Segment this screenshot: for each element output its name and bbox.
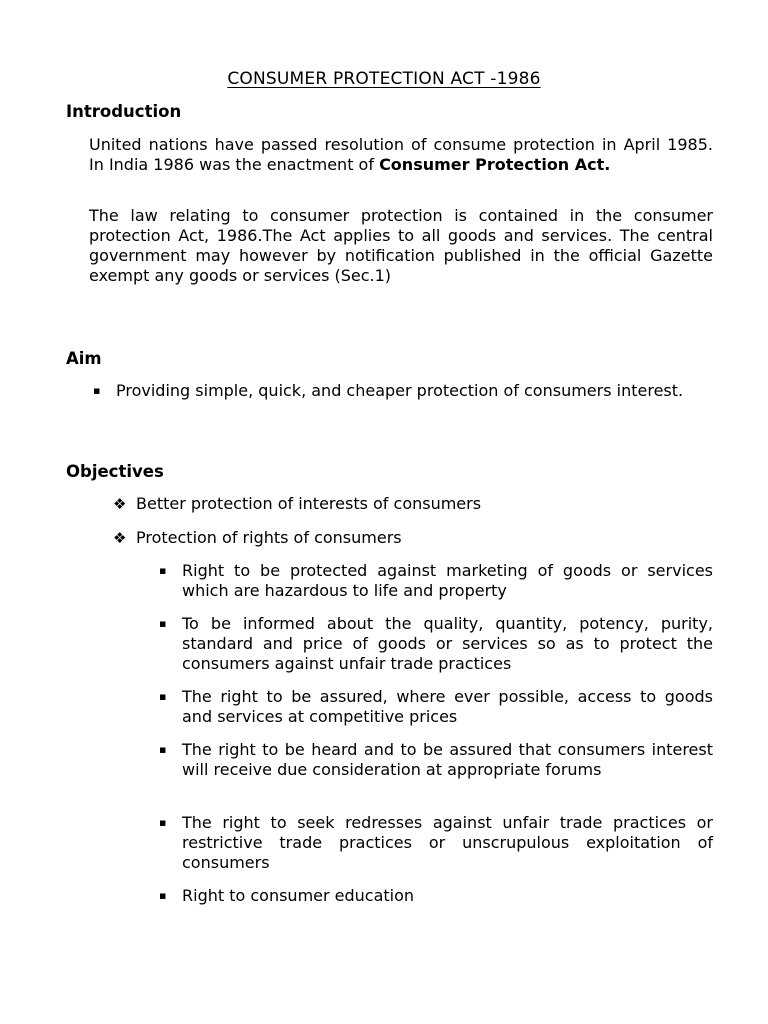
right-item-text: The right to seek redresses against unfair trade practices or restrictive trade practices or unscrupulous exploitation of consumers	[182, 813, 713, 872]
objectives-heading: Objectives	[66, 462, 164, 481]
right-item-text: The right to be heard and to be assured that consumers interest will receive due consideration at appropriate forums	[182, 740, 713, 779]
square-bullet-icon: ▪	[159, 690, 167, 703]
right-list-item	[159, 561, 713, 601]
introduction-paragraph-1	[89, 135, 713, 175]
square-bullet-icon: ▪	[159, 617, 167, 630]
diamond-bullet-icon: ❖	[113, 495, 127, 513]
aim-item-text: Providing simple, quick, and cheaper protection of consumers interest.	[116, 381, 684, 400]
introduction-paragraph-2: The law relating to consumer protection is contained in the consumer protection Act, 1986.The Act applies to all goods and services. The central government may however by notification published in the official Gazette exempt any goods or services (Sec.1)	[89, 206, 713, 285]
square-bullet-icon: ▪	[159, 564, 167, 577]
act-name-bold: Consumer Protection Act.	[379, 155, 611, 174]
objective-item-text: Protection of rights of consumers	[136, 528, 402, 547]
objective-list-item	[113, 528, 713, 548]
right-list-item	[159, 614, 713, 674]
right-item-text: The right to be assured, where ever possible, access to goods and services at competitive prices	[182, 687, 713, 726]
aim-heading: Aim	[66, 349, 102, 368]
square-bullet-icon: ▪	[93, 384, 101, 397]
right-list-item	[159, 740, 713, 800]
right-list-item	[159, 886, 713, 906]
right-item-text: Right to be protected against marketing of goods or services which are hazardous to life and property	[182, 561, 713, 600]
diamond-bullet-icon: ❖	[113, 529, 127, 547]
right-item-text: Right to consumer education	[182, 886, 415, 905]
objective-list-item	[113, 494, 713, 514]
square-bullet-icon: ▪	[159, 889, 167, 902]
right-list-item	[159, 813, 713, 873]
square-bullet-icon: ▪	[159, 743, 167, 756]
right-item-text: To be informed about the quality, quantity, potency, purity, standard and price of goods or services so as to protect the consumers against unfair trade practices	[182, 614, 713, 673]
introduction-paragraph-1-text: United nations have passed resolution of consume protection in April 1985. In India 1986 was the enactment of	[89, 135, 713, 174]
right-list-item	[159, 687, 713, 727]
document-title: CONSUMER PROTECTION ACT -1986	[227, 69, 541, 89]
aim-list-item	[93, 381, 713, 421]
square-bullet-icon: ▪	[159, 816, 167, 829]
introduction-heading: Introduction	[66, 102, 182, 121]
objective-item-text: Better protection of interests of consumers	[136, 494, 482, 513]
